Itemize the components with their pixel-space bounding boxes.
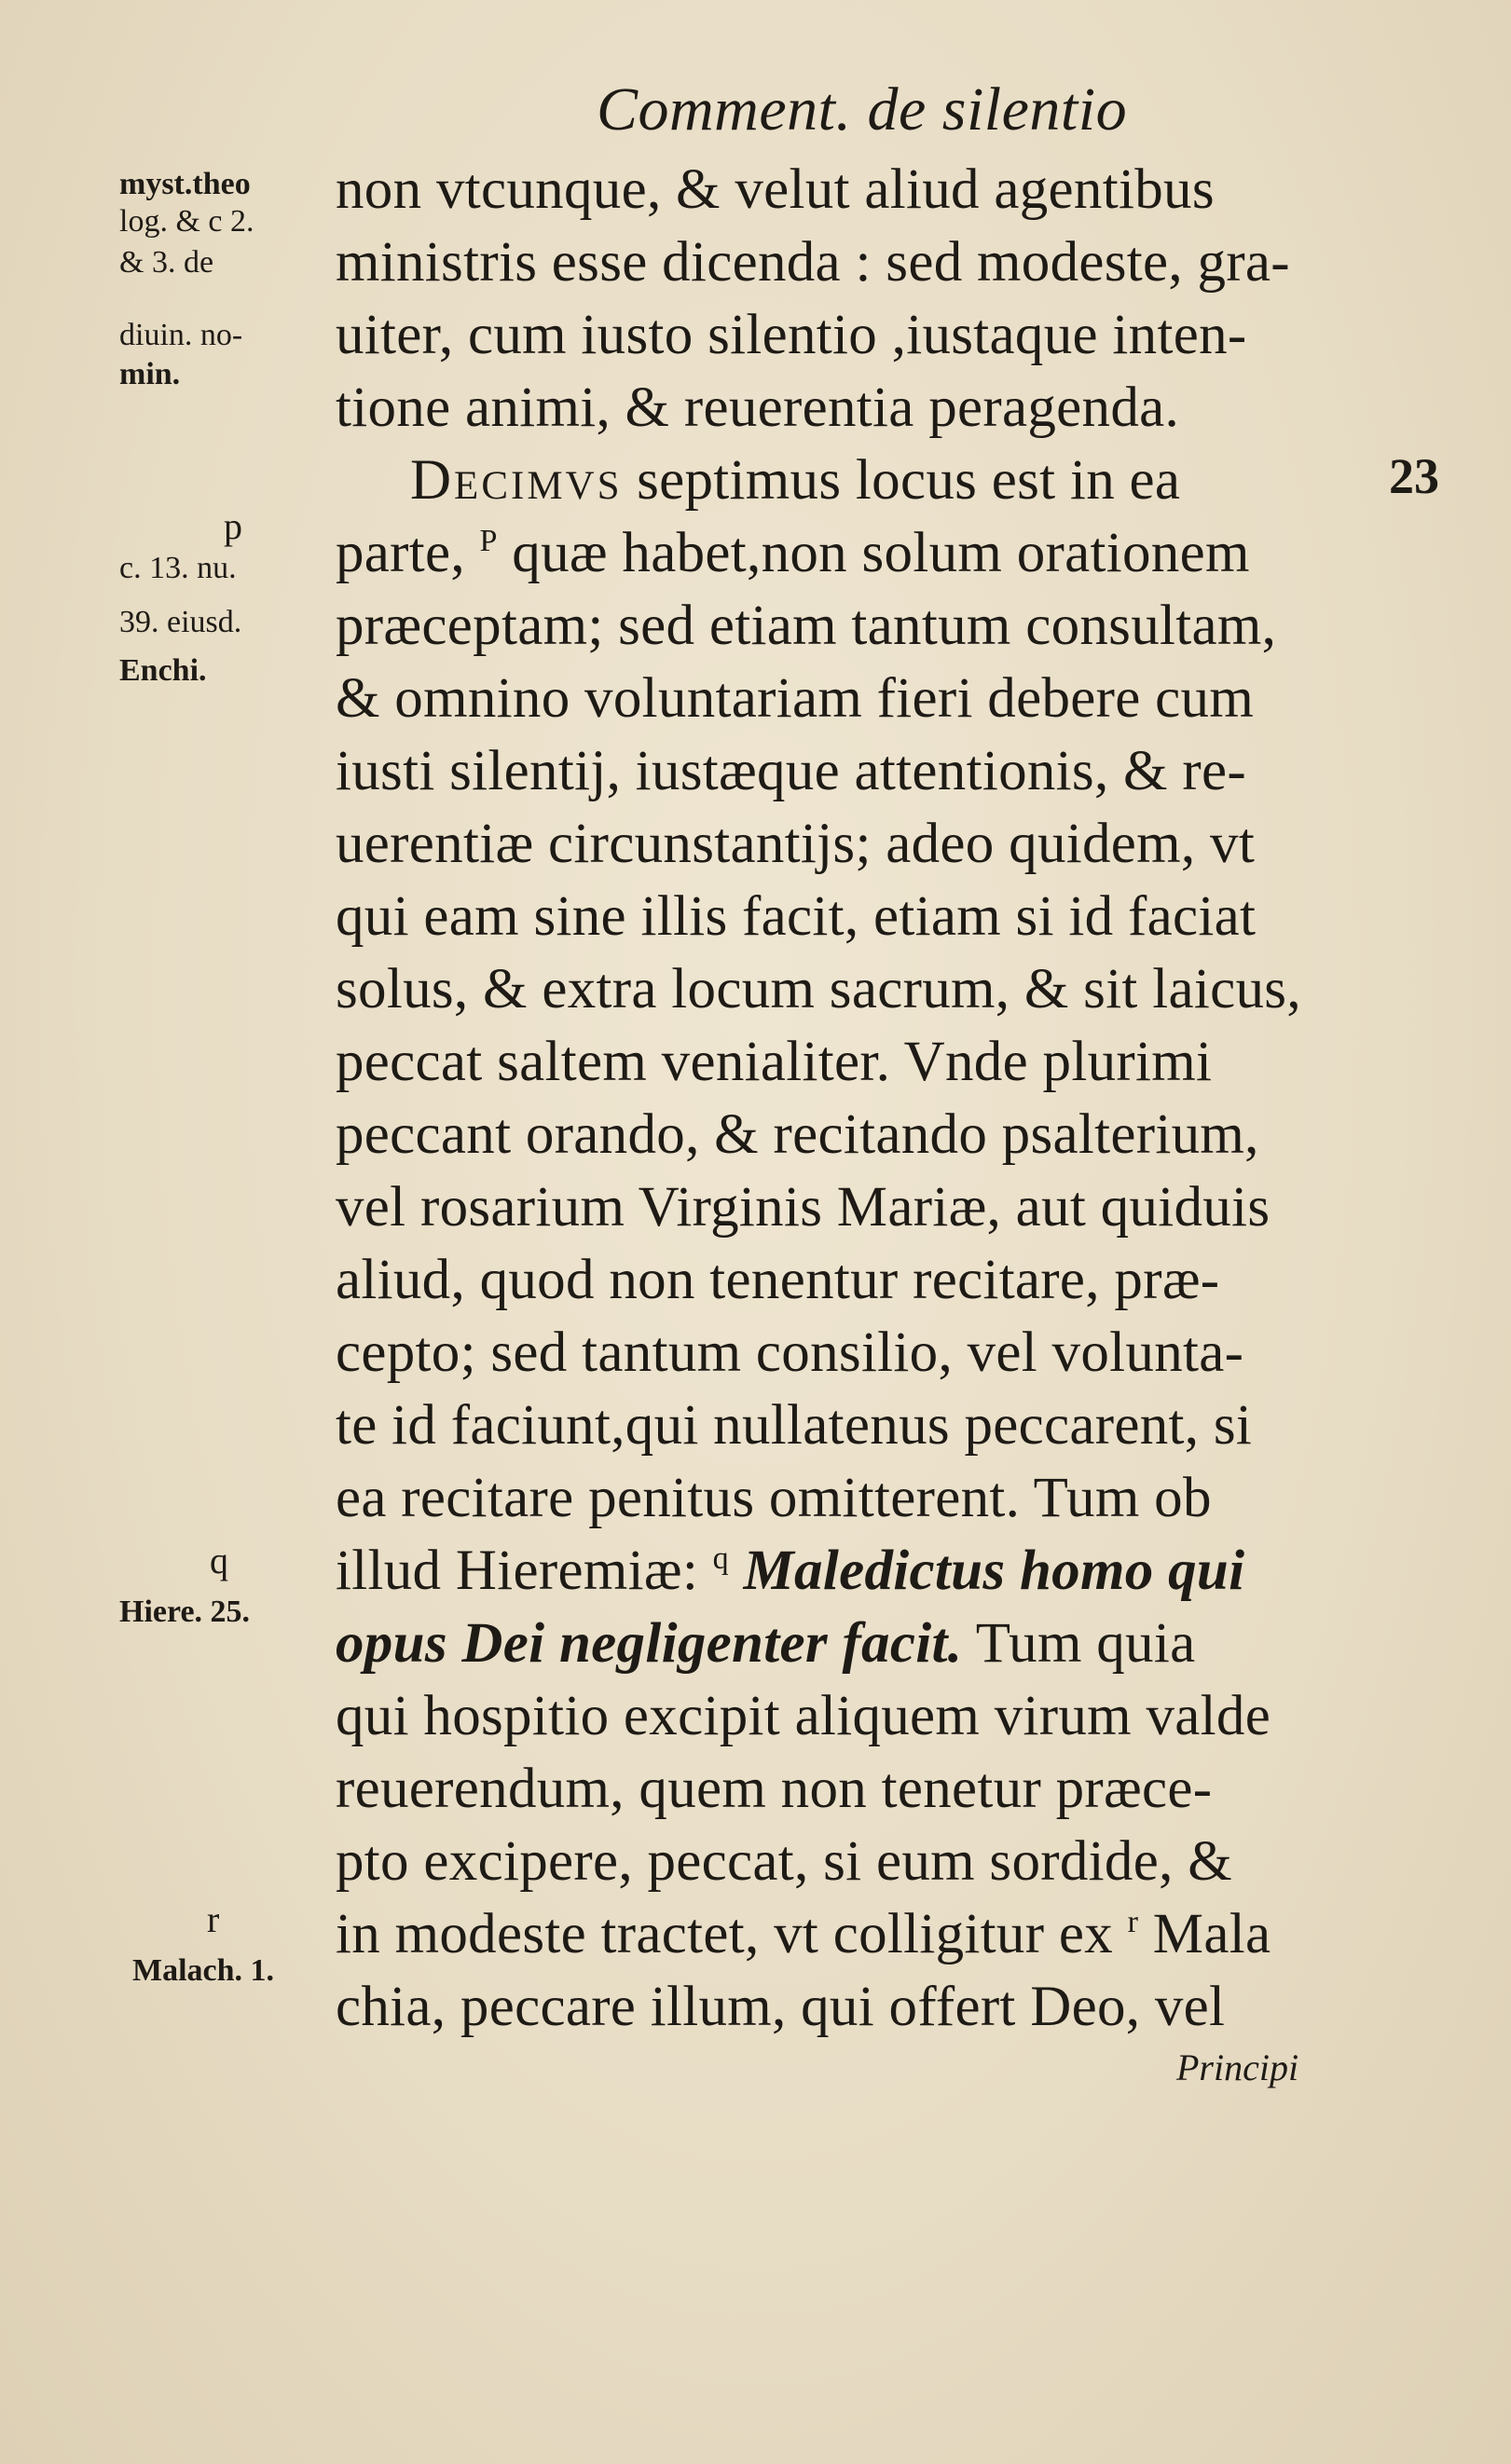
footnote-marker-q: q (712, 1541, 729, 1576)
text-line-4: tione animi, & reuerentia peragenda. (336, 376, 1180, 439)
text-line-6 (336, 517, 1250, 590)
margin-note-1-line-1: myst.theo (119, 167, 251, 201)
text-line-7: præceptam; sed etiam tantum consultam, (336, 595, 1277, 657)
text-line-16: aliud, quod non tenentur recitare, præ- (336, 1249, 1220, 1311)
margin-note-3-marker: q (210, 1540, 228, 1581)
text-line-25-b: Mala (1138, 1903, 1271, 1965)
text-line-5-rest: septimus locus est in ea (622, 449, 1181, 512)
margin-note-2-line-1: c. 13. nu. (119, 551, 237, 585)
text-line-22: qui hospitio excipit aliquem virum valde (336, 1685, 1271, 1747)
text-line-6-a: parte, (336, 522, 480, 584)
footnote-marker-r: r (1127, 1905, 1139, 1939)
text-line-20 (336, 1535, 1244, 1608)
text-line-23: reuerendum, quem non tenetur præce- (336, 1758, 1213, 1820)
text-line-15: vel rosarium Virginis Mariæ, aut quiduis (336, 1176, 1271, 1239)
margin-note-4-line-1: Malach. 1. (132, 1953, 275, 1988)
text-line-9: iusti silentij, iustæque attentionis, & re- (336, 740, 1246, 802)
text-line-20-a: illud Hieremiæ: (336, 1540, 713, 1602)
text-line-18: te id faciunt,qui nullatenus peccarent, si (336, 1394, 1253, 1457)
text-line-25-a: in modeste tractet, vt colligitur ex (336, 1903, 1128, 1965)
text-line-19: ea recitare penitus omitterent. Tum ob (336, 1467, 1212, 1529)
decimus-small-caps: Decimvs (410, 449, 623, 512)
text-line-21-b: Tum quia (962, 1612, 1196, 1675)
text-line-14: peccant orando, & recitando psalterium, (336, 1103, 1259, 1166)
text-line-3: uiter, cum iusto silentio ,iustaque inten- (336, 304, 1247, 366)
catchword: Principi (1176, 2046, 1299, 2088)
text-line-20-italic: Maledictus homo qui (743, 1540, 1245, 1602)
text-line-1: non vtcunque, & velut aliud agentibus (336, 158, 1215, 221)
text-line-8: & omnino voluntariam fieri debere cum (336, 667, 1255, 730)
running-header: Comment. de silentio (597, 75, 1128, 144)
text-line-21 (336, 1608, 1195, 1680)
text-line-25 (336, 1898, 1271, 1971)
margin-note-2-line-3: Enchi. (119, 653, 207, 688)
text-line-6-b: quæ habet,non solum orationem (497, 522, 1250, 584)
text-line-11: qui eam sine illis facit, etiam si id faciat (336, 885, 1257, 948)
text-line-5 (410, 445, 1180, 517)
text-line-17: cepto; sed tantum consilio, vel volunta- (336, 1321, 1244, 1384)
text-line-24: pto excipere, peccat, si eum sordide, & (336, 1830, 1232, 1893)
margin-note-2-line-2: 39. eiusd. (119, 605, 242, 639)
text-line-13: peccat saltem venialiter. Vnde plurimi (336, 1031, 1213, 1093)
margin-note-3-line-1: Hiere. 25. (119, 1595, 251, 1629)
margin-note-2-marker: p (224, 505, 242, 547)
text-line-12: solus, & extra locum sacrum, & sit laicus, (336, 958, 1301, 1020)
text-line-21-italic: opus Dei negligenter facit. (336, 1612, 963, 1675)
text-line-2: ministris esse dicenda : sed modeste, gra- (336, 231, 1290, 294)
text-line-20-b (729, 1540, 744, 1602)
page-number: 23 (1389, 448, 1439, 504)
text-line-10: uerentiæ circunstantijs; adeo quidem, vt (336, 813, 1256, 875)
margin-note-1-line-4: diuin. no- (119, 318, 243, 352)
margin-note-4-marker: r (207, 1898, 220, 1940)
margin-note-1-line-2: log. & c 2. (119, 204, 254, 239)
text-line-26: chia, peccare illum, qui offert Deo, vel (336, 1976, 1226, 2038)
margin-note-1-line-3: & 3. de (119, 245, 214, 280)
footnote-marker-p: P (479, 524, 498, 558)
margin-note-1-line-5: min. (119, 357, 181, 391)
